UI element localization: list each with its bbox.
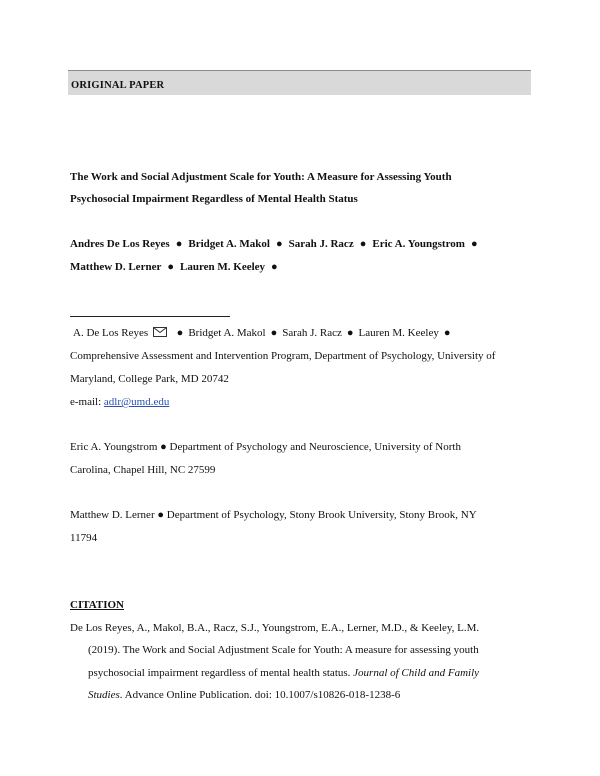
affiliation-unc-line-2: Carolina, Chapel Hill, NC 27599 <box>70 464 216 476</box>
email-link[interactable]: adlr@umd.edu <box>103 396 170 408</box>
citation-line-1: De Los Reyes, A., Makol, B.A., Racz, S.J., Youngstrom, E.A., Lerner, M.D., & Keeley, L.M. <box>70 622 480 634</box>
citation-text: psychosocial impairment regardless of mental health status. <box>88 667 354 679</box>
citation-line-3 <box>88 667 479 679</box>
author-name[interactable]: Eric A. Youngstrom <box>372 238 465 250</box>
author-list-row-2 <box>70 261 284 273</box>
affiliation-separator: ● <box>270 327 278 339</box>
author-name[interactable]: Lauren M. Keeley <box>180 261 266 273</box>
affiliation-separator: ● <box>176 327 184 339</box>
affiliation-umd-line-2: Comprehensive Assessment and Intervention Program, Department of Psychology, University of <box>70 350 496 362</box>
affiliation-umd-line-3: Maryland, College Park, MD 20742 <box>70 373 229 385</box>
affiliation-author: Lauren M. Keeley <box>358 327 439 339</box>
paper-title-line-1: The Work and Social Adjustment Scale for Youth: A Measure for Assessing Youth <box>70 171 452 183</box>
affiliation-email-row <box>70 396 169 408</box>
author-name[interactable]: Sarah J. Racz <box>288 238 354 250</box>
citation-heading: CITATION <box>70 599 124 611</box>
citation-line-4 <box>88 689 400 701</box>
affiliation-author: Sarah J. Racz <box>282 327 342 339</box>
author-separator: ● <box>275 238 283 250</box>
author-separator: ● <box>175 238 183 250</box>
article-type-label: ORIGINAL PAPER <box>71 80 165 91</box>
author-name[interactable]: Bridget A. Makol <box>188 238 270 250</box>
affiliation-author: Bridget A. Makol <box>188 327 266 339</box>
affiliation-umd-names <box>73 327 455 339</box>
footnote-divider <box>70 316 230 317</box>
affiliation-author: A. De Los Reyes <box>73 327 149 339</box>
affiliation-stony-line-1: Matthew D. Lerner ● Department of Psychology, Stony Brook University, Stony Brook, NY <box>70 509 477 521</box>
affiliation-stony-line-2: 11794 <box>70 532 98 544</box>
affiliation-unc-line-1: Eric A. Youngstrom ● Department of Psychology and Neuroscience, University of North <box>70 441 461 453</box>
author-separator: ● <box>167 261 174 273</box>
author-name[interactable]: Andres De Los Reyes <box>70 238 170 250</box>
article-type-bar <box>68 70 531 95</box>
author-separator: ● <box>470 238 478 250</box>
journal-name: Journal of Child and Family <box>353 667 480 679</box>
author-list-row-1 <box>70 238 484 250</box>
author-separator: ● <box>271 261 278 273</box>
author-name[interactable]: Matthew D. Lerner <box>70 261 162 273</box>
envelope-icon[interactable] <box>153 327 167 337</box>
citation-doi-text: . Advance Online Publication. doi: 10.1007/s10826-018-1238-6 <box>119 689 401 701</box>
author-separator: ● <box>359 238 367 250</box>
citation-line-2: (2019). The Work and Social Adjustment Scale for Youth: A measure for assessing youth <box>88 644 479 656</box>
journal-name-end: Studies <box>88 689 120 701</box>
email-label: e-mail: <box>70 396 102 408</box>
paper-title-line-2: Psychosocial Impairment Regardless of Mental Health Status <box>70 193 358 205</box>
affiliation-separator: ● <box>443 327 451 339</box>
affiliation-separator: ● <box>346 327 354 339</box>
